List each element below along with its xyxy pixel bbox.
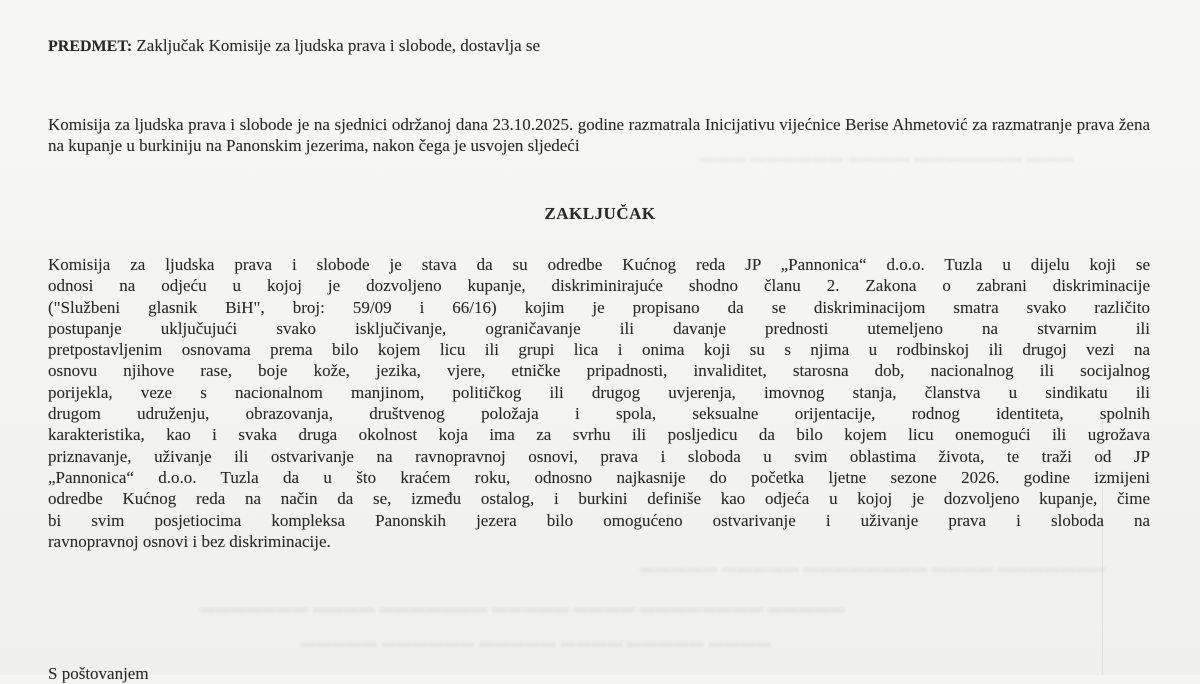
conclusion-line: karakteristika, kao i svaka druga okolnost koja ima za svrhu ili posljedicu da bilo kojem licu onemogući ili ugrožava: [48, 425, 1150, 445]
conclusion-line: pretpostavljenim osnovama prema bilo kojem licu ili grupi lica i onima koji su s njima u rodbinskoj ili drugoj vezi na: [48, 340, 1150, 360]
conclusion-line: bi svim posjetiocima kompleksa Panonskih jezera bilo omogućeno ostvarivanje i uživanje prava i sloboda na: [48, 510, 1150, 530]
bleed-through-text: [300, 635, 771, 652]
conclusion-line: Komisija za ljudska prava i slobode je stava da su odredbe Kućnog reda JP „Pannonica“ d.o.o. Tuzla u dijelu koji se: [48, 255, 1150, 274]
conclusion-line: drugom udruženju, obrazovanja, društvenog položaja i spola, seksualne orijentacije, rodnog identiteta, spolnih: [48, 404, 1150, 424]
subject-line: [48, 36, 540, 56]
intro-paragraph: Komisija za ljudska prava i slobode je na sjednici održanoj dana 23.10.2025. godine razmatrala Inicijativu vijećnice Berise Ahmetović za razmatranje prava žena na kupanje u burkiniju na Panonskim jezerima, nakon čega je usvojen sljedeći: [48, 115, 1150, 155]
closing-salutation: S poštovanjem: [48, 664, 149, 683]
subject-label: PREDMET:: [48, 38, 133, 55]
bleed-through-text: [200, 600, 846, 617]
conclusion-line: priznavanje, uživanje ili ostvarivanje na ravnopravnoj osnovi, prava i sloboda u svim oblastima života, te traži od JP: [48, 446, 1150, 466]
conclusion-line: odredbe Kućnog reda na način da se, između ostalog, i burkini definiše kao odjeća u kojoj je dozvoljeno kupanje, čime: [48, 489, 1150, 509]
conclusion-line: odnosi na odjeću u kojoj je dozvoljeno kupanje, diskriminirajuće shodno članu 2. Zakona o zabrani diskriminacije: [48, 276, 1150, 296]
conclusion-line: osnovu njihove rase, boje kože, jezika, vjere, etničke pripadnosti, invaliditet, starosna dob, nacionalnog ili socijalnog: [48, 361, 1150, 381]
conclusion-paragraph: [48, 254, 1150, 552]
conclusion-line: ("Službeni glasnik BiH", broj: 59/09 i 66/16) kojim je propisano da se diskriminacijom smatra svako različito: [48, 297, 1150, 317]
conclusion-line: porijekla, veze s nacionalnom manjinom, političkog ili drugog uvjerenja, imovnog stanja, članstva u sindikatu ili: [48, 382, 1150, 402]
subject-text: Zaključak Komisije za ljudska prava i slobode, dostavlja se: [136, 36, 541, 55]
document-heading: ZAKLJUČAK: [544, 204, 656, 223]
bleed-through-text: [640, 560, 1107, 577]
conclusion-line: ravnopravnoj osnovi i bez diskriminacije.: [48, 531, 331, 551]
conclusion-line: „Pannonica“ d.o.o. Tuzla da u što kraćem roku, odnosno najkasnije do početka ljetne sezone 2026. godine izmijeni: [48, 467, 1150, 487]
conclusion-line: postupanje uključujući svako isključivanje, ograničavanje ili davanje prednosti utemeljeno na stvarnim ili: [48, 318, 1150, 338]
